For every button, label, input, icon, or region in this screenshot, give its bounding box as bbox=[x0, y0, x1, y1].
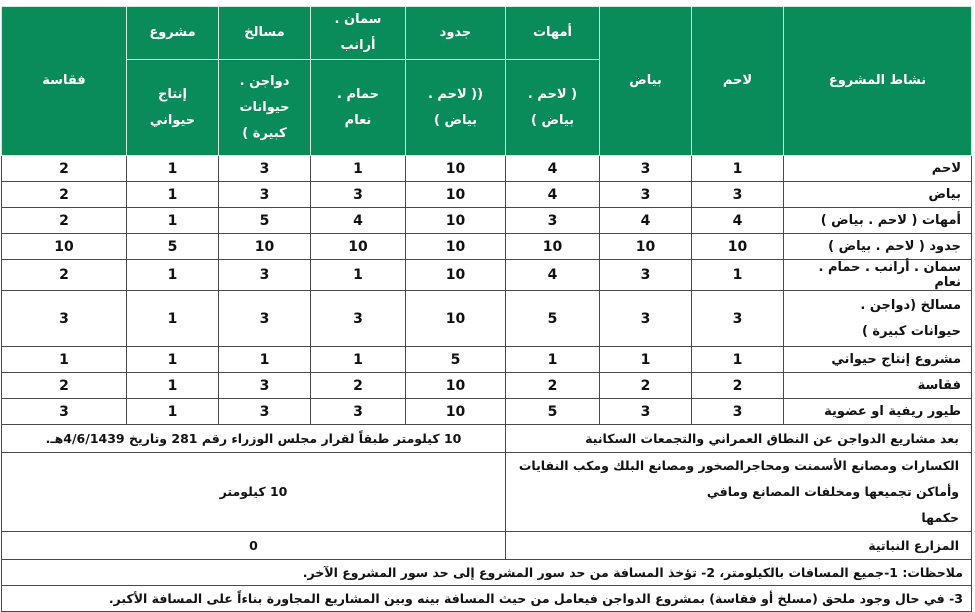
cell-value: 10 bbox=[219, 234, 311, 260]
cell-value: 1 bbox=[2, 347, 127, 373]
cell-value: 5 bbox=[406, 347, 506, 373]
row-label: لاحم bbox=[784, 156, 972, 182]
distance-table-container bbox=[2, 6, 972, 612]
cell-value: 3 bbox=[692, 182, 784, 208]
cell-value: 5 bbox=[506, 399, 600, 425]
table-row bbox=[2, 399, 972, 425]
cell-value: 2 bbox=[2, 260, 127, 291]
note-row-industry bbox=[2, 453, 972, 532]
cell-value: 10 bbox=[406, 399, 506, 425]
header-faqasa: فقاسة bbox=[2, 7, 127, 156]
cell-value: 1 bbox=[127, 373, 219, 399]
cell-value: 3 bbox=[219, 399, 311, 425]
cell-value: 3 bbox=[311, 291, 406, 347]
header-jdood: جدود bbox=[406, 7, 506, 60]
table-row bbox=[2, 260, 972, 291]
cell-value: 1 bbox=[692, 260, 784, 291]
cell-value: 1 bbox=[127, 291, 219, 347]
remarks-text: ملاحظات: 1-جميع المسافات بالكيلومتر، 2- تؤخذ المسافة من حد سور المشروع إلى حد سور المشروع الآخر. bbox=[2, 560, 972, 586]
cell-value: 3 bbox=[692, 291, 784, 347]
cell-value: 1 bbox=[506, 347, 600, 373]
table-row bbox=[2, 208, 972, 234]
cell-value: 3 bbox=[219, 260, 311, 291]
cell-value: 10 bbox=[600, 234, 692, 260]
cell-value: 1 bbox=[311, 156, 406, 182]
header-masalekh-sub: دواجن . حيوانات كبيرة ) bbox=[219, 60, 311, 156]
cell-value: 3 bbox=[2, 399, 127, 425]
farms-distance-value: 0 bbox=[2, 532, 506, 560]
header-samman-sub: حمام . نعام bbox=[311, 60, 406, 156]
cell-value: 1 bbox=[692, 156, 784, 182]
header-samman: سمان . أرانب bbox=[311, 7, 406, 60]
table-row bbox=[2, 156, 972, 182]
urban-distance-label: بعد مشاريع الدواجن عن النطاق العمراني والتجمعات السكانية bbox=[506, 425, 972, 453]
industry-distance-label: الكسارات ومصانع الأسمنت ومحاجرالصخور ومصانع البلك ومكب النفايات وأماكن تجميعها ومخلفات المصانع ومافي حكمها bbox=[506, 453, 972, 532]
header-bayad: بياض bbox=[600, 7, 692, 156]
cell-value: 10 bbox=[406, 291, 506, 347]
cell-value: 1 bbox=[692, 347, 784, 373]
cell-value: 10 bbox=[406, 182, 506, 208]
row-label: فقاسة bbox=[784, 373, 972, 399]
cell-value: 10 bbox=[692, 234, 784, 260]
cell-value: 1 bbox=[127, 399, 219, 425]
industry-distance-value: 10 كيلومتر bbox=[2, 453, 506, 532]
cell-value: 5 bbox=[506, 291, 600, 347]
header-omahat: أمهات bbox=[506, 7, 600, 60]
farms-distance-label: المزارع النباتية bbox=[506, 532, 972, 560]
cell-value: 3 bbox=[219, 291, 311, 347]
cell-value: 4 bbox=[506, 260, 600, 291]
cell-value: 3 bbox=[600, 182, 692, 208]
cell-value: 10 bbox=[2, 234, 127, 260]
cell-value: 1 bbox=[127, 156, 219, 182]
cell-value: 3 bbox=[311, 182, 406, 208]
cell-value: 4 bbox=[506, 156, 600, 182]
cell-value: 3 bbox=[692, 399, 784, 425]
cell-value: 2 bbox=[600, 373, 692, 399]
cell-value: 2 bbox=[692, 373, 784, 399]
header-la7em: لاحم bbox=[692, 7, 784, 156]
table-row bbox=[2, 291, 972, 347]
cell-value: 10 bbox=[406, 156, 506, 182]
cell-value: 5 bbox=[219, 208, 311, 234]
header-mashroo-sub: إنتاج حيواني bbox=[127, 60, 219, 156]
header-activity: نشاط المشروع bbox=[784, 7, 972, 156]
cell-value: 10 bbox=[311, 234, 406, 260]
cell-value: 2 bbox=[506, 373, 600, 399]
row-label: مشروع إنتاج حيواني bbox=[784, 347, 972, 373]
row-label: أمهات ( لاحم . بياض ) bbox=[784, 208, 972, 234]
cell-value: 1 bbox=[311, 260, 406, 291]
cell-value: 5 bbox=[127, 234, 219, 260]
cell-value: 2 bbox=[2, 182, 127, 208]
cell-value: 3 bbox=[311, 399, 406, 425]
cell-value: 10 bbox=[506, 234, 600, 260]
cell-value: 10 bbox=[406, 260, 506, 291]
cell-value: 10 bbox=[406, 234, 506, 260]
remarks-row bbox=[2, 560, 972, 586]
row-label: سمان . أرانب . حمام . نعام bbox=[784, 260, 972, 291]
row-label: مسالخ (دواجن . حيوانات كبيرة ) bbox=[784, 291, 972, 347]
cell-value: 1 bbox=[127, 260, 219, 291]
distance-table bbox=[1, 6, 972, 612]
cell-value: 4 bbox=[600, 208, 692, 234]
cell-value: 4 bbox=[692, 208, 784, 234]
header-jdood-sub: (( لاحم . بياض ) bbox=[406, 60, 506, 156]
cell-value: 1 bbox=[311, 347, 406, 373]
note-row-farms bbox=[2, 532, 972, 560]
cell-value: 2 bbox=[2, 373, 127, 399]
row-label: طيور ريفية او عضوية bbox=[784, 399, 972, 425]
cell-value: 10 bbox=[406, 373, 506, 399]
table-row bbox=[2, 182, 972, 208]
urban-distance-value: 10 كيلومتر طبقاً لقرار مجلس الوزراء رقم 281 وتاريخ 4/6/1439هـ. bbox=[2, 425, 506, 453]
remark-three-text: 3- في حال وجود ملحق (مسلخ أو فقاسة) بمشروع الدواجن فيعامل من حيث المسافة بينه وبين المشاريع المجاورة بناءاً على المسافة الأكبر. bbox=[2, 586, 972, 612]
cell-value: 2 bbox=[2, 208, 127, 234]
cell-value: 3 bbox=[600, 260, 692, 291]
cell-value: 1 bbox=[127, 208, 219, 234]
table-row bbox=[2, 234, 972, 260]
cell-value: 3 bbox=[600, 291, 692, 347]
header-omahat-sub: ( لاحم . بياض ) bbox=[506, 60, 600, 156]
cell-value: 3 bbox=[219, 182, 311, 208]
row-label: بياض bbox=[784, 182, 972, 208]
cell-value: 2 bbox=[311, 373, 406, 399]
cell-value: 3 bbox=[219, 156, 311, 182]
cell-value: 4 bbox=[506, 182, 600, 208]
note-row-urban bbox=[2, 425, 972, 453]
cell-value: 10 bbox=[406, 208, 506, 234]
cell-value: 4 bbox=[311, 208, 406, 234]
cell-value: 1 bbox=[127, 347, 219, 373]
cell-value: 3 bbox=[2, 291, 127, 347]
header-mashroo: مشروع bbox=[127, 7, 219, 60]
cell-value: 1 bbox=[127, 182, 219, 208]
cell-value: 1 bbox=[600, 347, 692, 373]
cell-value: 2 bbox=[2, 156, 127, 182]
header-masalekh: مسالخ bbox=[219, 7, 311, 60]
cell-value: 1 bbox=[219, 347, 311, 373]
table-row bbox=[2, 347, 972, 373]
cell-value: 3 bbox=[219, 373, 311, 399]
table-row bbox=[2, 373, 972, 399]
cell-value: 3 bbox=[600, 399, 692, 425]
remarks-row bbox=[2, 586, 972, 612]
cell-value: 3 bbox=[506, 208, 600, 234]
cell-value: 3 bbox=[600, 156, 692, 182]
row-label: جدود ( لاحم . بياض ) bbox=[784, 234, 972, 260]
